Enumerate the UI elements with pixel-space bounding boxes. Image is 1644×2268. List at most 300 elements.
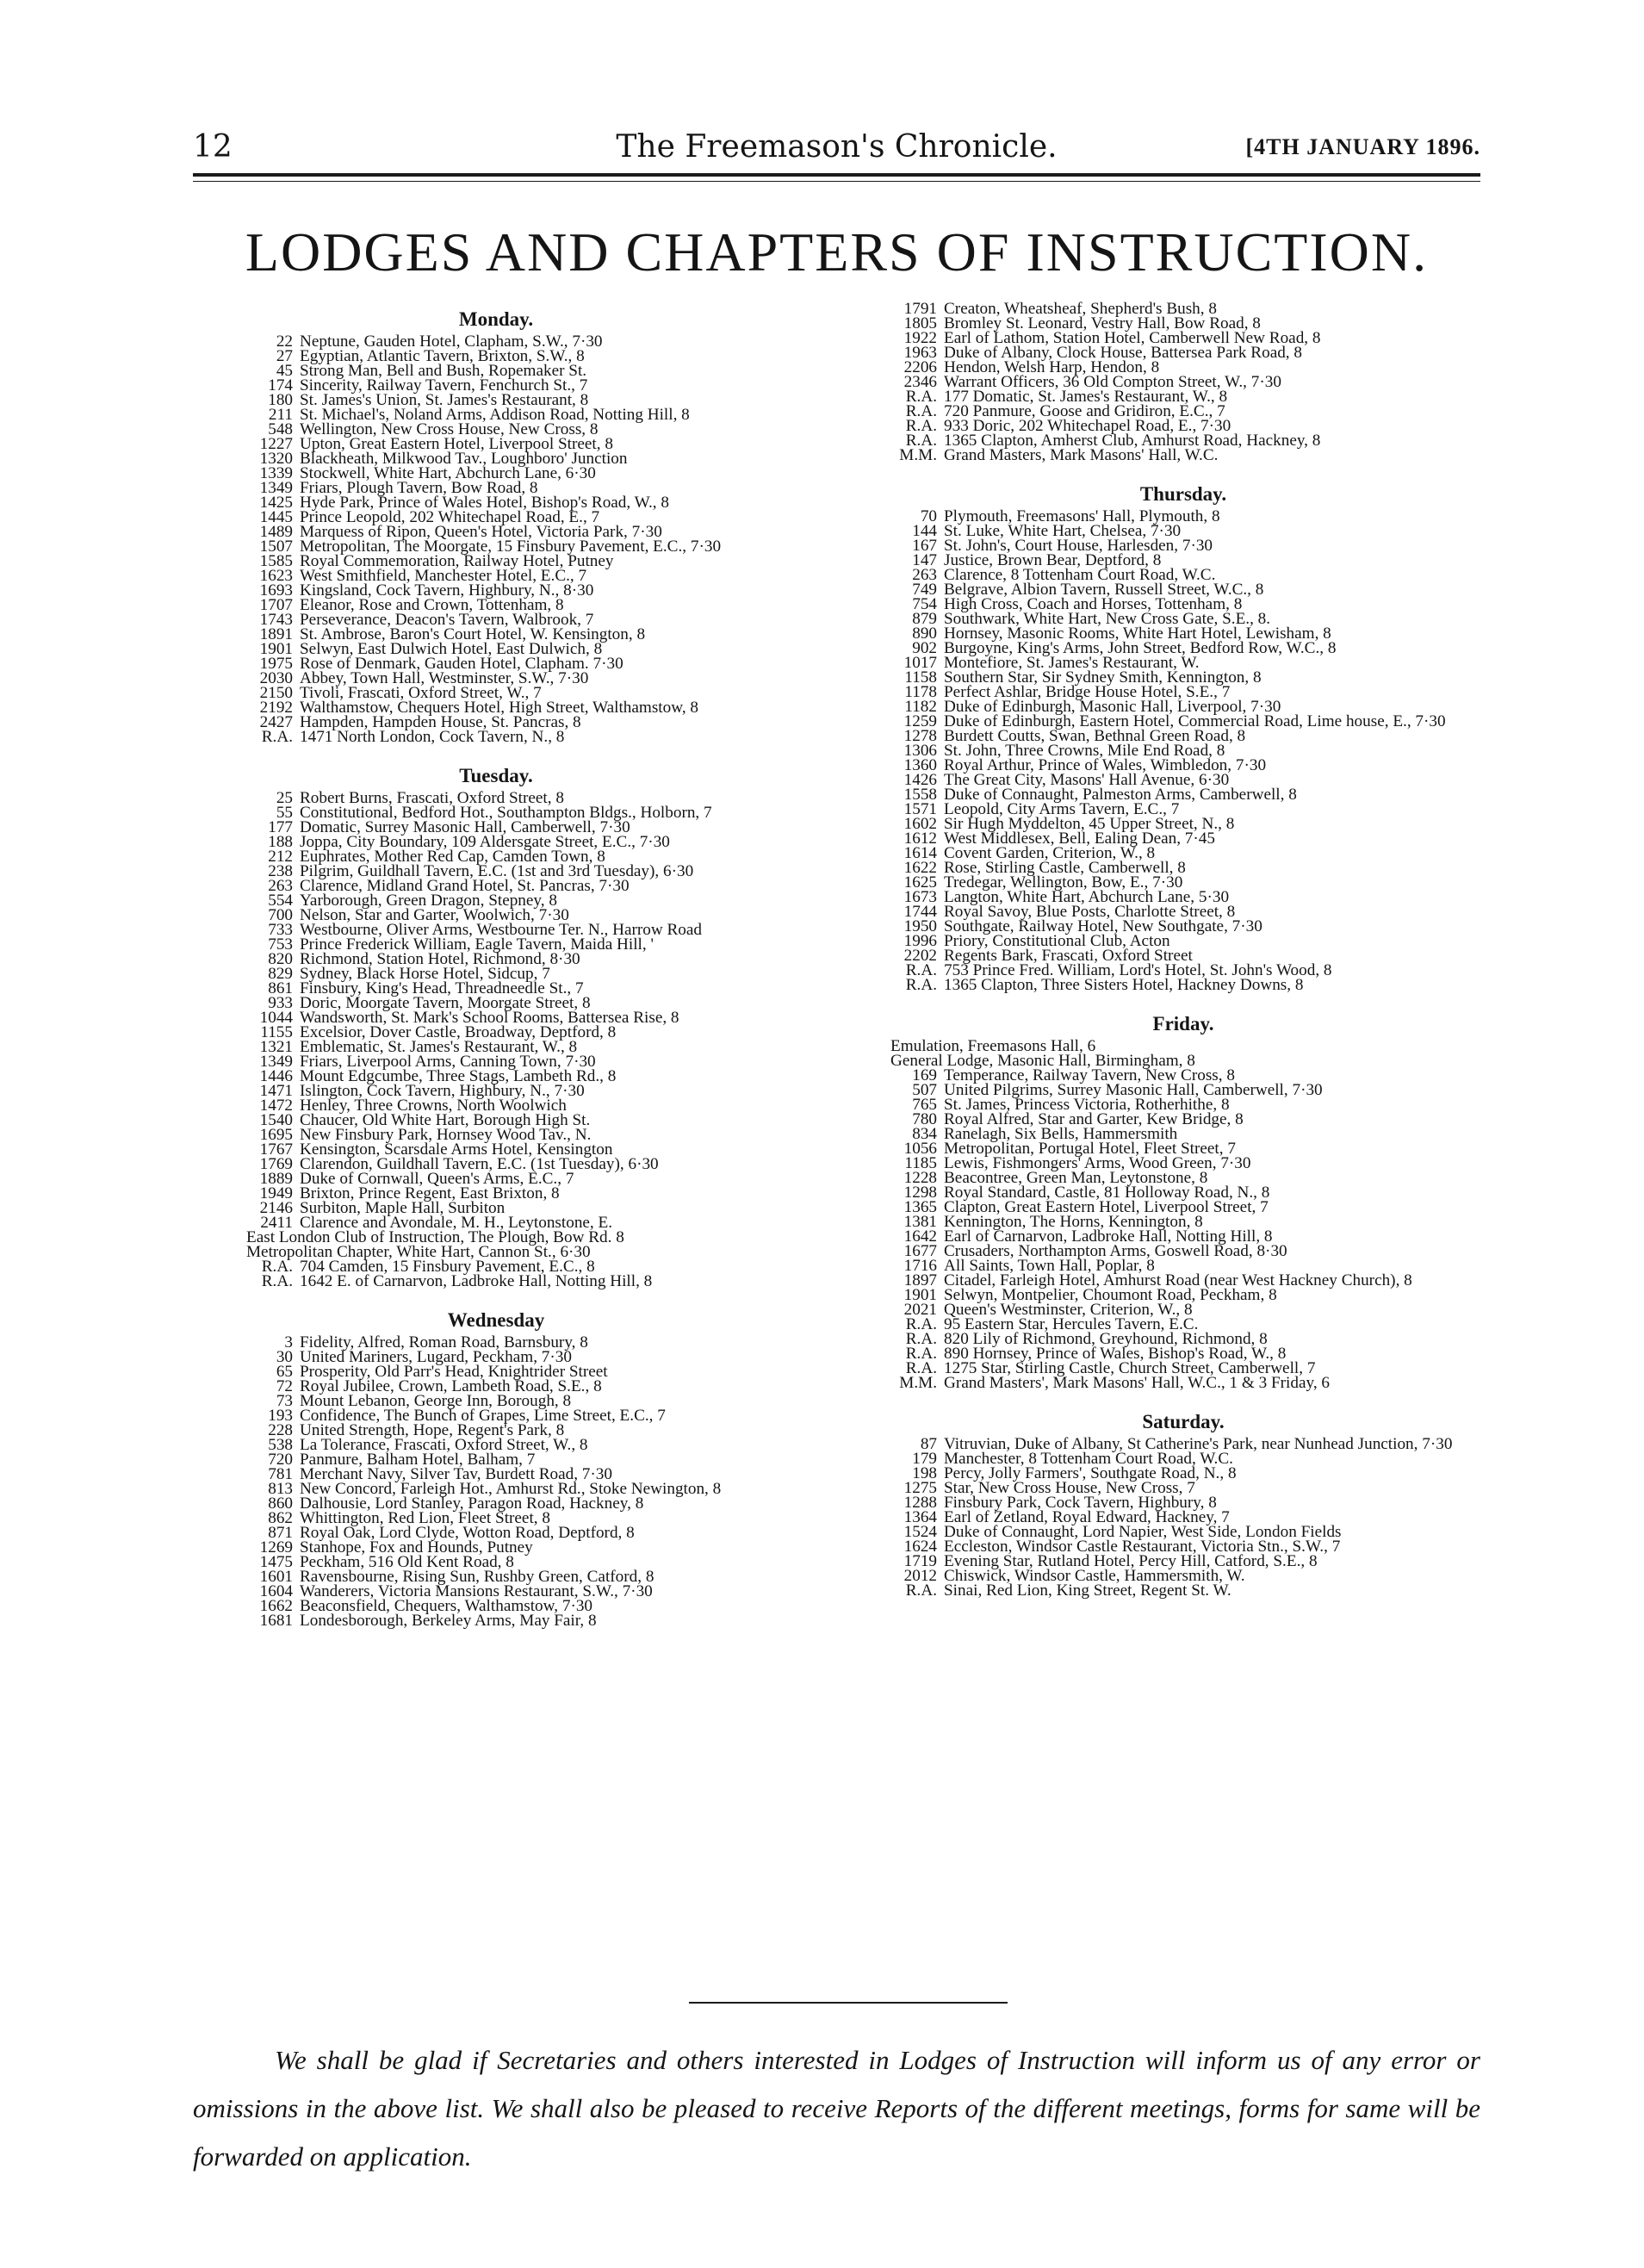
lodge-details: Kingsland, Cock Tavern, Highbury, N., 8·30 (300, 581, 594, 600)
lodge-details: Peckham, 516 Old Kent Road, 8 (300, 1553, 514, 1571)
lodge-number: 1364 (903, 1508, 937, 1526)
lodge-number: R.A. (261, 1258, 293, 1276)
lodge-number: 1540 (259, 1111, 293, 1129)
lodge-entry (890, 1583, 1493, 1598)
lodge-entry (246, 1274, 849, 1289)
lodge-details: Kennington, The Horns, Kennington, 8 (944, 1213, 1203, 1231)
lodge-number: 263 (912, 566, 937, 584)
lodge-details: Eleanor, Rose and Crown, Tottenham, 8 (300, 596, 564, 614)
lodge-details: Clapton, Great Eastern Hotel, Liverpool Street, 7 (944, 1198, 1269, 1216)
day-section (890, 1409, 1493, 1598)
day-section (890, 482, 1493, 992)
lodge-number: 1278 (903, 727, 937, 745)
lodge-number: 1056 (903, 1140, 937, 1158)
lodge-number: 1381 (903, 1213, 937, 1231)
lodge-number: 1475 (259, 1553, 293, 1571)
lodge-details: Rose, Stirling Castle, Camberwell, 8 (944, 859, 1186, 877)
lodge-number: 27 (276, 347, 293, 365)
lodge-number: 2346 (903, 373, 937, 391)
lodge-number: 1901 (903, 1286, 937, 1304)
lodge-details: 890 Hornsey, Prince of Wales, Bishop's Road, W., 8 (944, 1345, 1287, 1363)
lodge-details: Kensington, Scarsdale Arms Hotel, Kensington (300, 1140, 613, 1159)
lodge-details: 1275 Star, Stirling Castle, Church Street, Camberwell, 7 (944, 1359, 1316, 1377)
lodge-details: Islington, Cock Tavern, Highbury, N., 7·30 (300, 1082, 585, 1100)
lodge-details: Hyde Park, Prince of Wales Hotel, Bishop's Road, W., 8 (300, 494, 669, 512)
lodge-details: Montefiore, St. James's Restaurant, W. (944, 654, 1200, 672)
lodge-number: 1269 (259, 1538, 293, 1557)
lodge-details: Rose of Denmark, Gauden Hotel, Clapham. 7·30 (300, 655, 623, 673)
lodge-details: 1365 Clapton, Three Sisters Hotel, Hackney Downs, 8 (944, 976, 1304, 994)
lodge-details: Covent Garden, Criterion, W., 8 (944, 844, 1156, 862)
lodge-number: 1158 (904, 668, 937, 687)
lodge-number: 700 (268, 906, 293, 924)
lodge-details: West Middlesex, Bell, Ealing Dean, 7·45 (944, 830, 1215, 848)
lodge-details: 1642 E. of Carnarvon, Ladbroke Hall, Notting Hill, 8 (300, 1272, 653, 1290)
lodge-number: 1624 (903, 1538, 937, 1556)
lodge-number: R.A. (905, 976, 937, 994)
lodge-number: 780 (912, 1110, 937, 1128)
lodge-details: Hendon, Welsh Harp, Hendon, 8 (944, 358, 1160, 376)
lodge-number: 228 (268, 1421, 293, 1439)
lodge-number: R.A. (261, 1272, 293, 1290)
lodge-entry (246, 730, 849, 744)
lodge-details: Marquess of Ripon, Queen's Hotel, Victoria Park, 7·30 (300, 523, 662, 541)
lodge-number: 1695 (259, 1126, 293, 1144)
lodge-details: Clarendon, Guildhall Tavern, E.C. (1st Tuesday), 6·30 (300, 1155, 659, 1173)
lodge-number: 548 (268, 420, 293, 438)
lodge-number: R.A. (905, 1345, 937, 1363)
lodge-details: High Cross, Coach and Horses, Tottenham, 8 (944, 595, 1243, 613)
lodge-number: 862 (268, 1509, 293, 1527)
lodge-details: Priory, Constitutional Club, Acton (944, 932, 1170, 950)
lodge-details: Egyptian, Atlantic Tavern, Brixton, S.W., 8 (300, 347, 585, 365)
lodge-number: 1889 (259, 1170, 293, 1188)
lodge-number: 1426 (903, 771, 937, 789)
lodge-details: Evening Star, Rutland Hotel, Percy Hill, Catford, S.E., 8 (944, 1552, 1318, 1570)
lodge-details: Hampden, Hampden House, St. Pancras, 8 (300, 713, 581, 731)
lodge-details: Duke of Albany, Clock House, Battersea Park Road, 8 (944, 344, 1302, 362)
lodge-details: Emulation, Freemasons Hall, 6 (890, 1037, 1096, 1055)
lodge-details: The Great City, Masons' Hall Avenue, 6·30 (944, 771, 1230, 789)
lodge-details: St. Ambrose, Baron's Court Hotel, W. Kensington, 8 (300, 625, 646, 643)
lodge-details: Grand Masters', Mark Masons' Hall, W.C., 1 & 3 Friday, 6 (944, 1374, 1331, 1392)
lodge-details: Londesborough, Berkeley Arms, May Fair, 8 (300, 1612, 597, 1630)
lodge-details: East London Club of Instruction, The Plough, Bow Rd. 8 (246, 1228, 624, 1246)
lodge-number: 1425 (259, 494, 293, 512)
lodge-number: 1360 (903, 756, 937, 774)
lodge-number: 2202 (903, 947, 937, 965)
lodge-number: 781 (268, 1465, 293, 1483)
lodge-details: United Mariners, Lugard, Peckham, 7·30 (300, 1348, 572, 1366)
lodge-number: R.A. (905, 961, 937, 979)
lodge-number: 70 (920, 507, 937, 525)
lodge-number: 212 (268, 848, 293, 866)
lodge-number: R.A. (261, 728, 293, 746)
lodge-details: Star, New Cross House, New Cross, 7 (944, 1479, 1195, 1497)
lodge-details: Sir Hugh Myddelton, 45 Upper Street, N., 8 (944, 815, 1235, 833)
lodge-details: Royal Savoy, Blue Posts, Charlotte Street, 8 (944, 903, 1236, 921)
lodge-number: 1769 (259, 1155, 293, 1173)
lodge-details: United Strength, Hope, Regent's Park, 8 (300, 1421, 565, 1439)
lodge-details: Royal Commemoration, Railway Hotel, Putney (300, 552, 614, 570)
right-column (890, 301, 1493, 1617)
section-divider (689, 2002, 1008, 2004)
lodge-details: Perfect Ashlar, Bridge House Hotel, S.E., 7 (944, 683, 1231, 701)
lodge-details: Langton, White Hart, Abchurch Lane, 5·30 (944, 888, 1230, 906)
footer-note: We shall be glad if Secretaries and others interested in Lodges of Instruction will inform us of any error or omissions in the above list. We shall also be pleased to receive Reports of the different meetings, forms for same will be forwarded on application. (193, 2045, 1480, 2172)
lodge-number: 1949 (259, 1184, 293, 1202)
lodge-number: 1320 (259, 450, 293, 468)
lodge-number: 22 (276, 332, 293, 351)
lodge-number: R.A. (905, 1359, 937, 1377)
lodge-details: Royal Standard, Castle, 81 Holloway Road, N., 8 (944, 1184, 1270, 1202)
lodge-number: 813 (268, 1480, 293, 1498)
lodge-details: West Smithfield, Manchester Hotel, E.C., 7 (300, 567, 587, 585)
lodge-number: 1677 (903, 1242, 937, 1260)
lodge-details: Duke of Cornwall, Queen's Arms, E.C., 7 (300, 1170, 574, 1188)
lodge-number: R.A. (905, 1581, 937, 1600)
lodge-number: 1707 (259, 596, 293, 614)
lodge-number: 933 (268, 994, 293, 1012)
lodge-details: Metropolitan, Portugal Hotel, Fleet Street, 7 (944, 1140, 1236, 1158)
lodge-number: 45 (276, 362, 293, 380)
lodge-details: Merchant Navy, Silver Tav, Burdett Road, 7·30 (300, 1465, 612, 1483)
lodge-details: Clarence, Midland Grand Hotel, St. Pancras, 7·30 (300, 877, 630, 895)
lodge-number: 1693 (259, 581, 293, 600)
lodge-number: 1507 (259, 537, 293, 556)
lodge-number: 2146 (259, 1199, 293, 1217)
lodge-details: Bromley St. Leonard, Vestry Hall, Bow Road, 8 (944, 314, 1261, 332)
lodge-details: Prince Frederick William, Eagle Tavern, Maida Hill, ' (300, 935, 654, 954)
lodge-details: Joppa, City Boundary, 109 Aldersgate Street, E.C., 7·30 (300, 833, 670, 851)
lodge-details: Temperance, Railway Tavern, New Cross, 8 (944, 1066, 1235, 1084)
lodge-number: 1604 (259, 1582, 293, 1600)
lodge-number: R.A. (905, 388, 937, 406)
lodge-number: 1963 (903, 344, 937, 362)
lodge-number: 144 (912, 522, 937, 540)
lodge-details: St. Luke, White Hart, Chelsea, 7·30 (944, 522, 1182, 540)
day-section (246, 307, 849, 744)
lodge-number: 753 (268, 935, 293, 954)
lodge-number: 180 (268, 391, 293, 409)
lodge-details: Duke of Connaught, Palmeston Arms, Camberwell, 8 (944, 786, 1297, 804)
lodge-details: New Concord, Farleigh Hot., Amhurst Rd., Stoke Newington, 8 (300, 1480, 722, 1498)
lodge-details: Vitruvian, Duke of Albany, St Catherine's Park, near Nunhead Junction, 7·30 (944, 1435, 1453, 1453)
day-section (246, 763, 849, 1289)
lodge-number: 1625 (903, 873, 937, 892)
lodge-number: 263 (268, 877, 293, 895)
lodge-entry (890, 448, 1493, 463)
lodge-number: 177 (268, 818, 293, 836)
lodge-number: 749 (912, 581, 937, 599)
lodge-number: 2411 (260, 1214, 293, 1232)
lodge-number: 2021 (903, 1301, 937, 1319)
lodge-details: Crusaders, Northampton Arms, Goswell Road, 8·30 (944, 1242, 1287, 1260)
lodge-details: Richmond, Station Hotel, Richmond, 8·30 (300, 950, 580, 968)
lodge-details: Clarence and Avondale, M. H., Leytonstone, E. (300, 1214, 613, 1232)
lodge-number: 1571 (903, 800, 937, 818)
lodge-details: 753 Prince Fred. William, Lord's Hotel, St. John's Wood, 8 (944, 961, 1332, 979)
lodge-details: Yarborough, Green Dragon, Stepney, 8 (300, 892, 557, 910)
lodge-details: 1471 North London, Cock Tavern, N., 8 (300, 728, 565, 746)
lodge-number: 765 (912, 1096, 937, 1114)
lodge-number: 1791 (903, 300, 937, 318)
lodge-details: Surbiton, Maple Hall, Surbiton (300, 1199, 506, 1217)
lodge-details: Percy, Jolly Farmers', Southgate Road, N., 8 (944, 1464, 1237, 1482)
day-section (246, 1308, 849, 1628)
lodge-number: 1472 (259, 1097, 293, 1115)
lodge-details: Walthamstow, Chequers Hotel, High Street, Walthamstow, 8 (300, 699, 699, 717)
lodge-number: 1489 (259, 523, 293, 541)
lodge-details: Ravensbourne, Rising Sun, Rushby Green, Catford, 8 (300, 1568, 654, 1586)
lodge-details: Pilgrim, Guildhall Tavern, E.C. (1st and 3rd Tuesday), 6·30 (300, 862, 694, 880)
lodge-number: 65 (276, 1363, 293, 1381)
lodge-number: 1996 (903, 932, 937, 950)
lodge-number: 1471 (259, 1082, 293, 1100)
lodge-details: St. John's, Court House, Harlesden, 7·30 (944, 537, 1213, 555)
lodge-number: R.A. (905, 417, 937, 435)
lodge-number: 1288 (903, 1494, 937, 1512)
lodge-details: 704 Camden, 15 Finsbury Pavement, E.C., 8 (300, 1258, 595, 1276)
lodge-details: Hornsey, Masonic Rooms, White Hart Hotel, Lewisham, 8 (944, 624, 1331, 643)
lodge-number: R.A. (905, 1315, 937, 1333)
lodge-number: 538 (268, 1436, 293, 1454)
lodge-details: 720 Panmure, Goose and Gridiron, E.C., 7 (944, 402, 1225, 420)
journal-title: The Freemason's Chronicle. (616, 129, 1058, 165)
lodge-number: 167 (912, 537, 937, 555)
lodge-number: 1365 (903, 1198, 937, 1216)
lodge-number: 1719 (903, 1552, 937, 1570)
lodge-number: 733 (268, 921, 293, 939)
lodge-details: Warrant Officers, 36 Old Compton Street, W., 7·30 (944, 373, 1281, 391)
lodge-details: Excelsior, Dover Castle, Broadway, Deptford, 8 (300, 1023, 617, 1041)
lodge-details: Emblematic, St. James's Restaurant, W., 8 (300, 1038, 578, 1056)
lodge-number: 188 (268, 833, 293, 851)
lodge-number: 1339 (259, 464, 293, 482)
lodge-details: St. Michael's, Noland Arms, Addison Road, Notting Hill, 8 (300, 406, 690, 424)
lodge-number: 1922 (903, 329, 937, 347)
lodge-number: 1681 (259, 1612, 293, 1630)
page-number: 12 (193, 129, 233, 165)
lodge-details: Royal Oak, Lord Clyde, Wotton Road, Deptford, 8 (300, 1524, 635, 1542)
issue-date: [4TH JANUARY 1896. (1245, 134, 1480, 159)
lodge-number: 890 (912, 624, 937, 643)
page-header (193, 127, 1480, 167)
lodge-number: 1975 (259, 655, 293, 673)
lodge-number: 1901 (259, 640, 293, 658)
lodge-details: Leopold, City Arms Tavern, E.C., 7 (944, 800, 1180, 818)
lodge-details: Constitutional, Bedford Hot., Southampton Bldgs., Holborn, 7 (300, 804, 712, 822)
lodge-details: St. James, Princess Victoria, Rotherhithe, 8 (944, 1096, 1230, 1114)
lodge-details: Plymouth, Freemasons' Hall, Plymouth, 8 (944, 507, 1220, 525)
lodge-number: 169 (912, 1066, 937, 1084)
lodge-details: Neptune, Gauden Hotel, Clapham, S.W., 7·30 (300, 332, 603, 351)
lodge-number: 1349 (259, 1053, 293, 1071)
lodge-details: Royal Arthur, Prince of Wales, Wimbledon, 7·30 (944, 756, 1267, 774)
lodge-details: Confidence, The Bunch of Grapes, Lime Street, E.C., 7 (300, 1407, 666, 1425)
lodge-details: Friars, Plough Tavern, Bow Road, 8 (300, 479, 538, 497)
lodge-number: 238 (268, 862, 293, 880)
lodge-details: Earl of Zetland, Royal Edward, Hackney, 7 (944, 1508, 1230, 1526)
lodge-number: 754 (912, 595, 937, 613)
lodge-details: Finsbury, King's Head, Threadneedle St., 7 (300, 979, 584, 997)
lodge-details: Domatic, Surrey Masonic Hall, Camberwell, 7·30 (300, 818, 630, 836)
lodge-details: Strong Man, Bell and Bush, Ropemaker St. (300, 362, 587, 380)
lodge-number: 2206 (903, 358, 937, 376)
lodge-details: Tivoli, Frascati, Oxford Street, W., 7 (300, 684, 542, 702)
lodge-details: Nelson, Star and Garter, Woolwich, 7·30 (300, 906, 569, 924)
lodge-number: 860 (268, 1494, 293, 1513)
page-title: LODGES AND CHAPTERS OF INSTRUCTION. (245, 221, 1429, 283)
lodge-details: Chaucer, Old White Hart, Borough High St. (300, 1111, 591, 1129)
lodge-details: 95 Eastern Star, Hercules Tavern, E.C. (944, 1315, 1199, 1333)
lodge-number: 1306 (903, 742, 937, 760)
lodge-number: 1897 (903, 1271, 937, 1289)
lodge-number: 1950 (903, 917, 937, 935)
lodge-number: R.A. (905, 1330, 937, 1348)
lodge-number: 820 (268, 950, 293, 968)
lodge-details: New Finsbury Park, Hornsey Wood Tav., N. (300, 1126, 592, 1144)
lodge-number: 1155 (260, 1023, 293, 1041)
lodge-details: 177 Domatic, St. James's Restaurant, W., 8 (944, 388, 1228, 406)
lodge-details: Panmure, Balham Hotel, Balham, 7 (300, 1451, 536, 1469)
header-rule-thin (193, 181, 1480, 182)
lodge-details: Queen's Westminster, Criterion, W., 8 (944, 1301, 1193, 1319)
lodge-details: Mount Lebanon, George Inn, Borough, 8 (300, 1392, 572, 1410)
lodge-details: 933 Doric, 202 Whitechapel Road, E., 7·30 (944, 417, 1231, 435)
lodge-details: Sinai, Red Lion, King Street, Regent St. W. (944, 1581, 1231, 1600)
lodge-number: 2150 (259, 684, 293, 702)
lodge-details: Duke of Connaught, Lord Napier, West Side, London Fields (944, 1523, 1342, 1541)
lodge-number: 198 (912, 1464, 937, 1482)
lodge-number: 174 (268, 376, 293, 395)
lodge-number: 1185 (904, 1154, 937, 1172)
lodge-number: 193 (268, 1407, 293, 1425)
lodge-number: 902 (912, 639, 937, 657)
lodge-number: 1805 (903, 314, 937, 332)
lodge-details: Southern Star, Sir Sydney Smith, Kennington, 8 (944, 668, 1262, 687)
lodge-number: 1585 (259, 552, 293, 570)
lodge-details: Creaton, Wheatsheaf, Shepherd's Bush, 8 (944, 300, 1217, 318)
lodge-number: 25 (276, 789, 293, 807)
lodge-details: Manchester, 8 Tottenham Court Road, W.C. (944, 1450, 1233, 1468)
left-column (246, 301, 849, 1647)
lodge-number: 30 (276, 1348, 293, 1366)
day-heading: Thursday. (1139, 483, 1227, 505)
lodge-number: 1298 (903, 1184, 937, 1202)
lodge-number: 147 (912, 551, 937, 569)
lodge-number: 1716 (903, 1257, 937, 1275)
lodge-number: 1622 (903, 859, 937, 877)
lodge-details: Citadel, Farleigh Hotel, Amhurst Road (near West Hackney Church), 8 (944, 1271, 1412, 1289)
lodge-details: Clarence, 8 Tottenham Court Road, W.C. (944, 566, 1216, 584)
lodge-details: Burdett Coutts, Swan, Bethnal Green Road, 8 (944, 727, 1246, 745)
lodge-number: 2012 (903, 1567, 937, 1585)
lodge-details: Dalhousie, Lord Stanley, Paragon Road, Hackney, 8 (300, 1494, 644, 1513)
lodge-number: 1524 (903, 1523, 937, 1541)
lodge-details: Henley, Three Crowns, North Woolwich (300, 1097, 567, 1115)
lodge-number: 1743 (259, 611, 293, 629)
lodge-details: Royal Jubilee, Crown, Lambeth Road, S.E., 8 (300, 1377, 602, 1395)
lodge-details: Metropolitan, The Moorgate, 15 Finsbury Pavement, E.C., 7·30 (300, 537, 722, 556)
lodge-number: 1612 (903, 830, 937, 848)
lodge-details: St. John, Three Crowns, Mile End Road, 8 (944, 742, 1225, 760)
lodge-number: 554 (268, 892, 293, 910)
lodge-details: Brixton, Prince Regent, East Brixton, 8 (300, 1184, 560, 1202)
lodge-number: 1601 (259, 1568, 293, 1586)
lodge-details: Duke of Edinburgh, Masonic Hall, Liverpool, 7·30 (944, 698, 1281, 716)
lodge-details: United Pilgrims, Surrey Masonic Hall, Camberwell, 7·30 (944, 1081, 1323, 1099)
day-heading: Friday. (1152, 1013, 1214, 1035)
lodge-number: 1767 (259, 1140, 293, 1159)
lodge-number: R.A. (905, 402, 937, 420)
lodge-number: 1227 (259, 435, 293, 453)
lodge-details: Selwyn, East Dulwich Hotel, East Dulwich, 8 (300, 640, 603, 658)
lodge-number: 1558 (903, 786, 937, 804)
day-heading: Tuesday. (459, 765, 533, 786)
lodge-number: 1445 (259, 508, 293, 526)
lodge-number: 871 (268, 1524, 293, 1542)
lodge-details: La Tolerance, Frascati, Oxford Street, W., 8 (300, 1436, 588, 1454)
lodge-number: 861 (268, 979, 293, 997)
lodge-details: St. James's Union, St. James's Restaurant, 8 (300, 391, 589, 409)
lodge-number: 1321 (259, 1038, 293, 1056)
lodge-details: Upton, Great Eastern Hotel, Liverpool Street, 8 (300, 435, 613, 453)
lodge-number: 1744 (903, 903, 937, 921)
lodge-details: Grand Masters, Mark Masons' Hall, W.C. (944, 446, 1219, 464)
lodge-number: 87 (920, 1435, 937, 1453)
lodge-details: Beacontree, Green Man, Leytonstone, 8 (944, 1169, 1208, 1187)
lodge-details: Stockwell, White Hart, Abchurch Lane, 6·30 (300, 464, 596, 482)
lodge-details: Lewis, Fishmongers' Arms, Wood Green, 7·30 (944, 1154, 1251, 1172)
day-heading: Monday. (458, 308, 534, 330)
lodge-entry (890, 1376, 1493, 1390)
lodge-number: 1259 (903, 712, 937, 730)
lodge-entry (246, 1613, 849, 1628)
lodge-details: 820 Lily of Richmond, Greyhound, Richmond, 8 (944, 1330, 1268, 1348)
lodge-number: 507 (912, 1081, 937, 1099)
lodge-details: Duke of Edinburgh, Eastern Hotel, Commercial Road, Lime house, E., 7·30 (944, 712, 1446, 730)
lodge-number: 1642 (903, 1227, 937, 1246)
lodge-details: Stanhope, Fox and Hounds, Putney (300, 1538, 533, 1557)
lodge-details: Fidelity, Alfred, Roman Road, Barnsbury, 8 (300, 1333, 588, 1351)
lodge-number: 1349 (259, 479, 293, 497)
lodge-details: Justice, Brown Bear, Deptford, 8 (944, 551, 1162, 569)
header-rule (193, 173, 1480, 177)
lodge-number: 1044 (259, 1009, 293, 1027)
day-heading: Wednesday (447, 1309, 545, 1331)
lodge-number: 1602 (903, 815, 937, 833)
lodge-details: Belgrave, Albion Tavern, Russell Street, W.C., 8 (944, 581, 1264, 599)
lodge-number: 720 (268, 1451, 293, 1469)
lodge-details: Burgoyne, King's Arms, John Street, Bedford Row, W.C., 8 (944, 639, 1337, 657)
lodge-details: Beaconsfield, Chequers, Walthamstow, 7·30 (300, 1597, 593, 1615)
lodge-number: 2030 (259, 669, 293, 687)
lodge-details: Mount Edgcumbe, Three Stags, Lambeth Rd., 8 (300, 1067, 617, 1085)
lodge-number: 1228 (903, 1169, 937, 1187)
lodge-details: Chiswick, Windsor Castle, Hammersmith, W. (944, 1567, 1245, 1585)
lodge-details: Metropolitan Chapter, White Hart, Cannon St., 6·30 (246, 1243, 591, 1261)
lodge-number: 1673 (903, 888, 937, 906)
lodge-details: Euphrates, Mother Red Cap, Camden Town, 8 (300, 848, 605, 866)
lodge-details: Wandsworth, St. Mark's School Rooms, Battersea Rise, 8 (300, 1009, 679, 1027)
lodge-details: Finsbury Park, Cock Tavern, Highbury, 8 (944, 1494, 1217, 1512)
lodge-number: 2192 (259, 699, 293, 717)
lodge-details: Eccleston, Windsor Castle Restaurant, Victoria Stn., S.W., 7 (944, 1538, 1341, 1556)
lodge-number: 834 (912, 1125, 937, 1143)
lodge-number: R.A. (905, 432, 937, 450)
lodge-number: 3 (284, 1333, 293, 1351)
